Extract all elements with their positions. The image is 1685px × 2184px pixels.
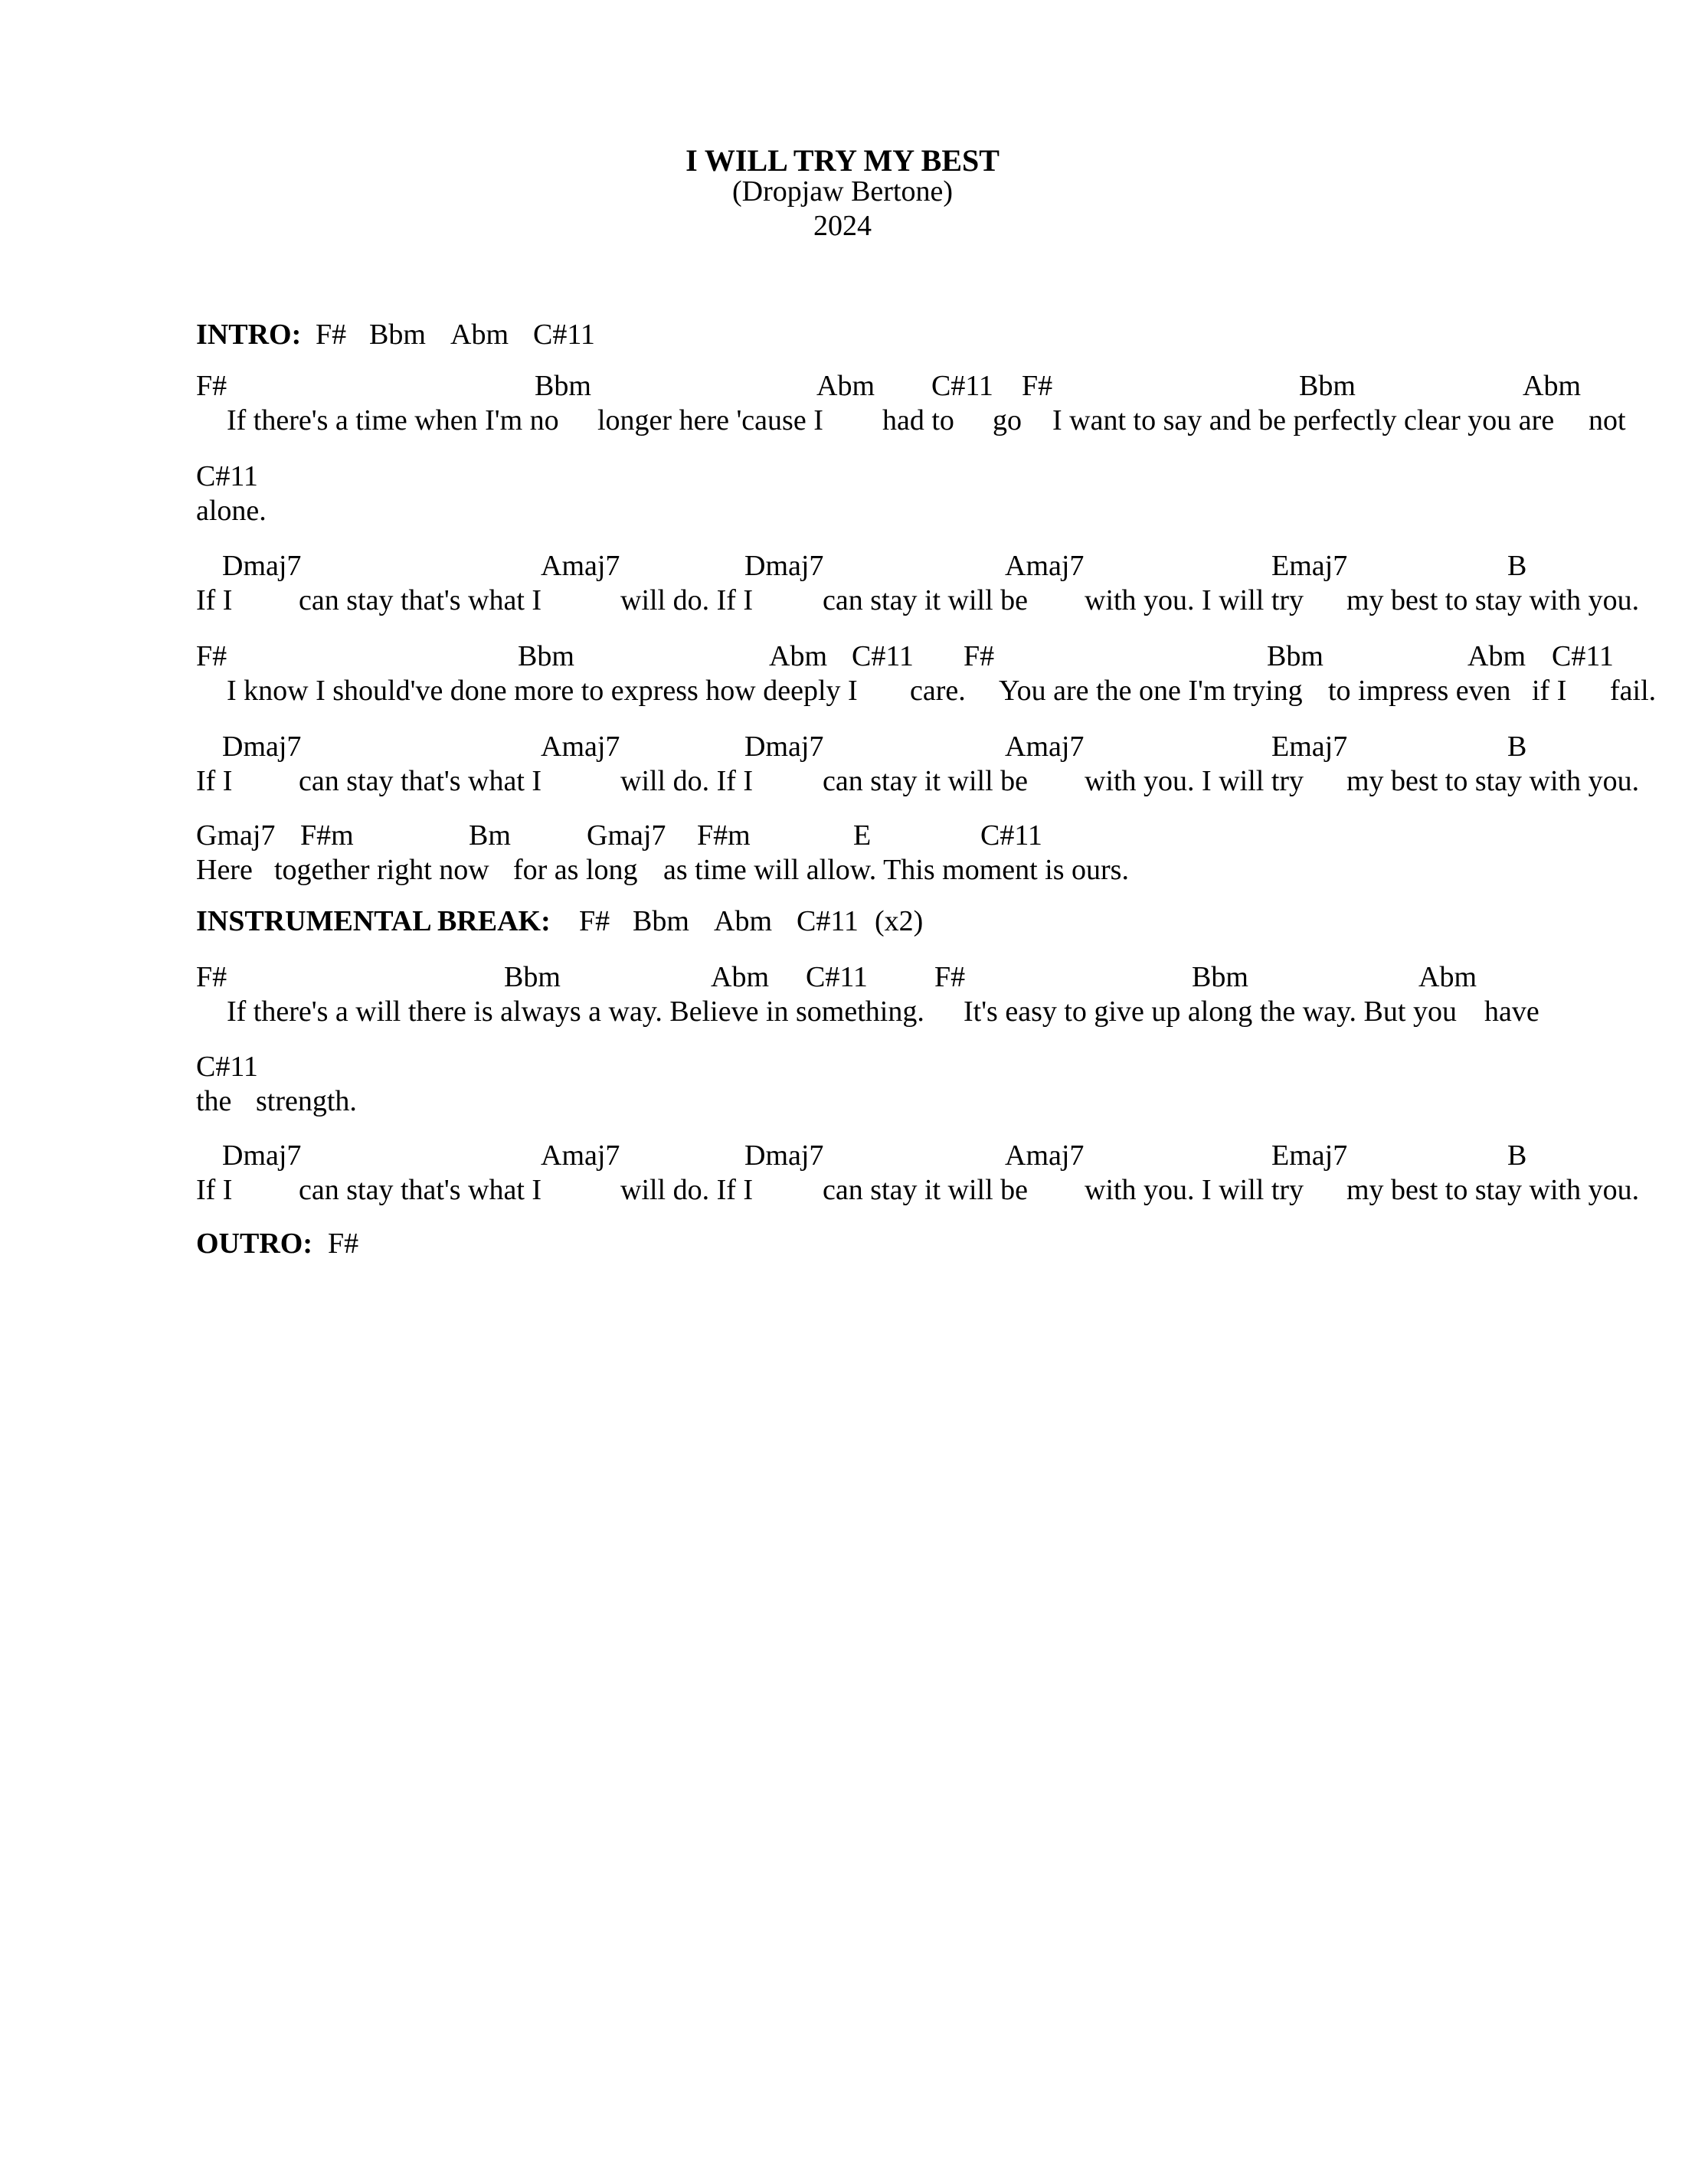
intro-label: INTRO: [196,319,302,351]
lyric: will do. If I [620,1174,754,1206]
chord: Bbm [504,961,561,993]
lyric: with you. I will try [1085,584,1304,616]
chord: F# [579,905,610,937]
lyric: for as long [513,854,638,886]
chord: F# [328,1228,359,1260]
chord: Amaj7 [541,550,620,582]
chord: Bbm [1267,640,1323,672]
lyric: If there's a will there is always a way. Believe in something. [227,996,924,1028]
chord: Dmaj7 [744,550,824,582]
chord: C#11 [196,460,258,492]
lyric: my best to stay with you. [1346,765,1640,797]
chord: Bbm [369,319,426,351]
chord: Bm [469,819,511,852]
lyric: together right now [274,854,489,886]
chord: Abm [711,961,769,993]
chord: F# [964,640,995,672]
chord: Gmaj7 [196,819,276,852]
lyric: I want to say and be perfectly clear you are [1052,404,1555,436]
lyric: If there's a time when I'm no [227,404,559,436]
lyric: if I [1532,675,1567,707]
lyric: will do. If I [620,584,754,616]
chord: Dmaj7 [222,1139,302,1172]
chord: Bbm [535,370,591,402]
lyric: care. [910,675,966,707]
chord: E [853,819,872,852]
chord: Bbm [518,640,574,672]
chord: Amaj7 [1005,550,1085,582]
lyric: strength. [256,1085,357,1117]
lyric: had to [882,404,954,436]
lyric: can stay it will be [823,584,1029,616]
song-year: 2024 [813,210,872,242]
lyric: with you. I will try [1085,765,1304,797]
chord: C#11 [533,319,595,351]
lyric: can stay that's what I [299,765,542,797]
lyric: alone. [196,495,267,527]
chord: Amaj7 [1005,731,1085,763]
lyric: not [1588,404,1626,436]
chord: Abm [816,370,875,402]
lyric: longer here 'cause I [597,404,823,436]
chord: F# [196,640,227,672]
lyric: If I [196,584,233,616]
outro-label: OUTRO: [196,1228,312,1260]
lyric: go [993,404,1022,436]
chord: Amaj7 [541,1139,620,1172]
chord: C#11 [980,819,1042,852]
chord: B [1507,731,1527,763]
chord: Abm [714,905,772,937]
chord: Dmaj7 [222,550,302,582]
chord: Bbm [1192,961,1248,993]
chord: Amaj7 [1005,1139,1085,1172]
chord: F# [196,370,227,402]
song-title: I WILL TRY MY BEST [685,143,1000,178]
chord: F#m [697,819,751,852]
chord: Emaj7 [1271,1139,1348,1172]
lyric: can stay it will be [823,1174,1029,1206]
chord: Abm [1418,961,1477,993]
chord: Abm [1467,640,1526,672]
chord: F# [934,961,966,993]
chord: Abm [450,319,509,351]
chord: Amaj7 [541,731,620,763]
chord: Bbm [633,905,689,937]
lyric: my best to stay with you. [1346,584,1640,616]
chord: F# [196,961,227,993]
lyric: have [1484,996,1539,1028]
lyric: can stay it will be [823,765,1029,797]
lyric: the [196,1085,232,1117]
chord: Emaj7 [1271,550,1348,582]
lyric: will do. If I [620,765,754,797]
chord: C#11 [806,961,868,993]
song-author: (Dropjaw Bertone) [731,175,954,208]
chord: Emaj7 [1271,731,1348,763]
chord: C#11 [797,905,859,937]
chord: Abm [1523,370,1581,402]
lyric: can stay that's what I [299,584,542,616]
repeat-marker: (x2) [875,905,924,937]
chord: B [1507,1139,1527,1172]
lyric: with you. I will try [1085,1174,1304,1206]
lyric: can stay that's what I [299,1174,542,1206]
lyric: It's easy to give up along the way. But you [964,996,1457,1028]
lyric: to impress even [1328,675,1511,707]
chord: Dmaj7 [744,1139,824,1172]
chord: C#11 [196,1051,258,1083]
lyric: fail. [1610,675,1657,707]
chord: C#11 [931,370,993,402]
chord: Abm [769,640,827,672]
lyric: If I [196,765,233,797]
chord: Dmaj7 [744,731,824,763]
chord: F#m [300,819,354,852]
instrumental-label: INSTRUMENTAL BREAK: [196,905,551,937]
chord: Gmaj7 [587,819,666,852]
lyric: as time will allow. This moment is ours. [663,854,1129,886]
chord: C#11 [852,640,914,672]
chord: F# [316,319,347,351]
chord: F# [1022,370,1053,402]
lyric: You are the one I'm trying [999,675,1303,707]
chord: B [1507,550,1527,582]
lyric: If I [196,1174,233,1206]
lyric: Here [196,854,253,886]
chord: Bbm [1299,370,1356,402]
chord: Dmaj7 [222,731,302,763]
lyric: I know I should've done more to express how deeply I [227,675,858,707]
lyric: my best to stay with you. [1346,1174,1640,1206]
chord: C#11 [1552,640,1614,672]
